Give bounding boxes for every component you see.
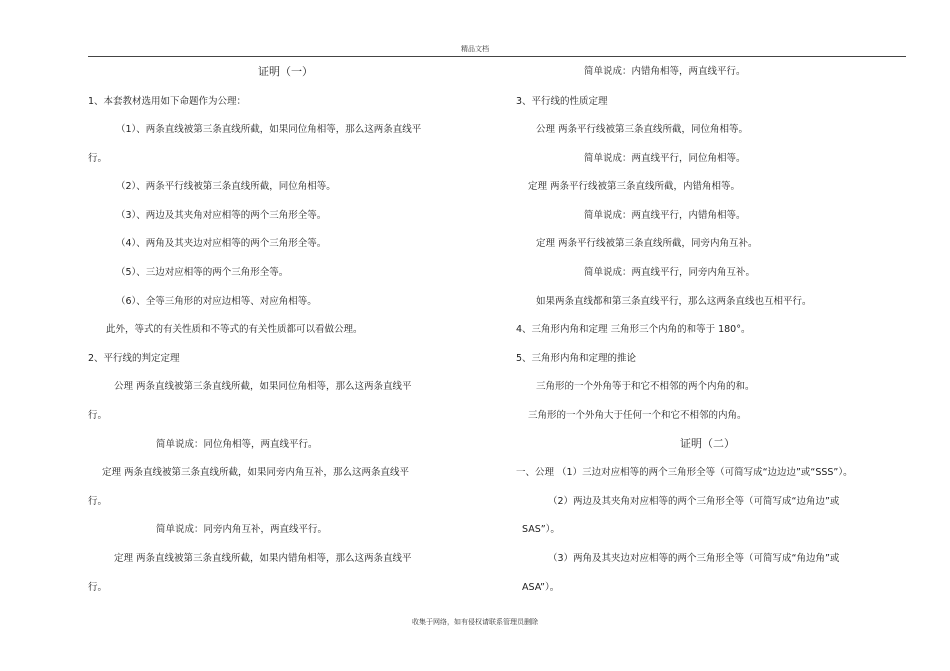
paragraph-line: 简单说成：两直线平行，内错角相等。: [584, 210, 746, 221]
paragraph-line: 定理 两条平行线被第三条直线所截，内错角相等。: [528, 181, 741, 192]
section-heading: 4、三角形内角和定理 三角形三个内角的和等于 180°。: [516, 324, 751, 335]
paragraph-line: （5）、三边对应相等的两个三角形全等。: [116, 267, 289, 278]
paragraph-line: 简单说成：同旁内角互补，两直线平行。: [156, 524, 328, 535]
paragraph-line: （2）、两条平行线被第三条直线所截，同位角相等。: [116, 181, 336, 192]
section-heading: 2、平行线的判定定理: [88, 353, 180, 364]
paragraph-line: 简单说成：同位角相等，两直线平行。: [156, 439, 318, 450]
paragraph-line: 行。: [88, 153, 108, 164]
paragraph-line: （6）、全等三角形的对应边相等、对应角相等。: [116, 296, 317, 307]
section-title-proof-1: 证明（一）: [258, 65, 313, 78]
section-heading: 5、三角形内角和定理的推论: [516, 353, 637, 364]
paragraph-line: 定理 两条直线被第三条直线所截，如果同旁内角互补，那么这两条直线平: [102, 467, 410, 478]
page-header: 精品文档: [461, 45, 489, 53]
paragraph-line: （4）、两角及其夹边对应相等的两个三角形全等。: [116, 238, 327, 249]
section-title-proof-2: 证明（二）: [680, 437, 735, 450]
paragraph-line: 定理 两条直线被第三条直线所截，如果内错角相等，那么这两条直线平: [114, 553, 412, 564]
paragraph-line: 简单说成：内错角相等，两直线平行。: [584, 66, 746, 77]
paragraph-line: 公理 两条直线被第三条直线所截，如果同位角相等，那么这两条直线平: [114, 381, 412, 392]
paragraph-line: 1、本套教材选用如下命题作为公理：: [88, 96, 247, 107]
paragraph-line: 三角形的一个外角等于和它不相邻的两个内角的和。: [536, 381, 755, 392]
paragraph-line: 行。: [88, 410, 108, 421]
paragraph-line: 行。: [88, 496, 108, 507]
paragraph-line: 行。: [88, 582, 108, 593]
paragraph-line: 三角形的一个外角大于任何一个和它不相邻的内角。: [528, 410, 747, 421]
paragraph-line: 简单说成：两直线平行，同位角相等。: [584, 153, 746, 164]
section-heading: 3、平行线的性质定理: [516, 96, 608, 107]
paragraph-line: ASA”）。: [522, 582, 560, 593]
paragraph-line: SAS”）。: [522, 524, 560, 535]
header-rule: [88, 56, 906, 57]
paragraph-line: 定理 两条平行线被第三条直线所截，同旁内角互补。: [536, 238, 758, 249]
paragraph-line: （1）、两条直线被第三条直线所截，如果同位角相等，那么这两条直线平: [116, 124, 422, 135]
page-footer: 收集于网络，如有侵权请联系管理员删除: [412, 618, 538, 626]
paragraph-line: 公理 两条平行线被第三条直线所截，同位角相等。: [536, 124, 749, 135]
paragraph-line: 简单说成：两直线平行，同旁内角互补。: [584, 267, 756, 278]
paragraph-line: （3）两角及其夹边对应相等的两个三角形全等（可简写成“角边角”或: [548, 553, 840, 564]
paragraph-line: （2）两边及其夹角对应相等的两个三角形全等（可简写成“边角边”或: [548, 496, 840, 507]
paragraph-line: 如果两条直线都和第三条直线平行，那么这两条直线也互相平行。: [536, 296, 812, 307]
paragraph-line: 此外，等式的有关性质和不等式的有关性质都可以看做公理。: [106, 324, 363, 335]
paragraph-line: 一、公理 （1）三边对应相等的两个三角形全等（可简写成“边边边”或“SSS”）。: [516, 467, 853, 478]
paragraph-line: （3）、两边及其夹角对应相等的两个三角形全等。: [116, 210, 327, 221]
